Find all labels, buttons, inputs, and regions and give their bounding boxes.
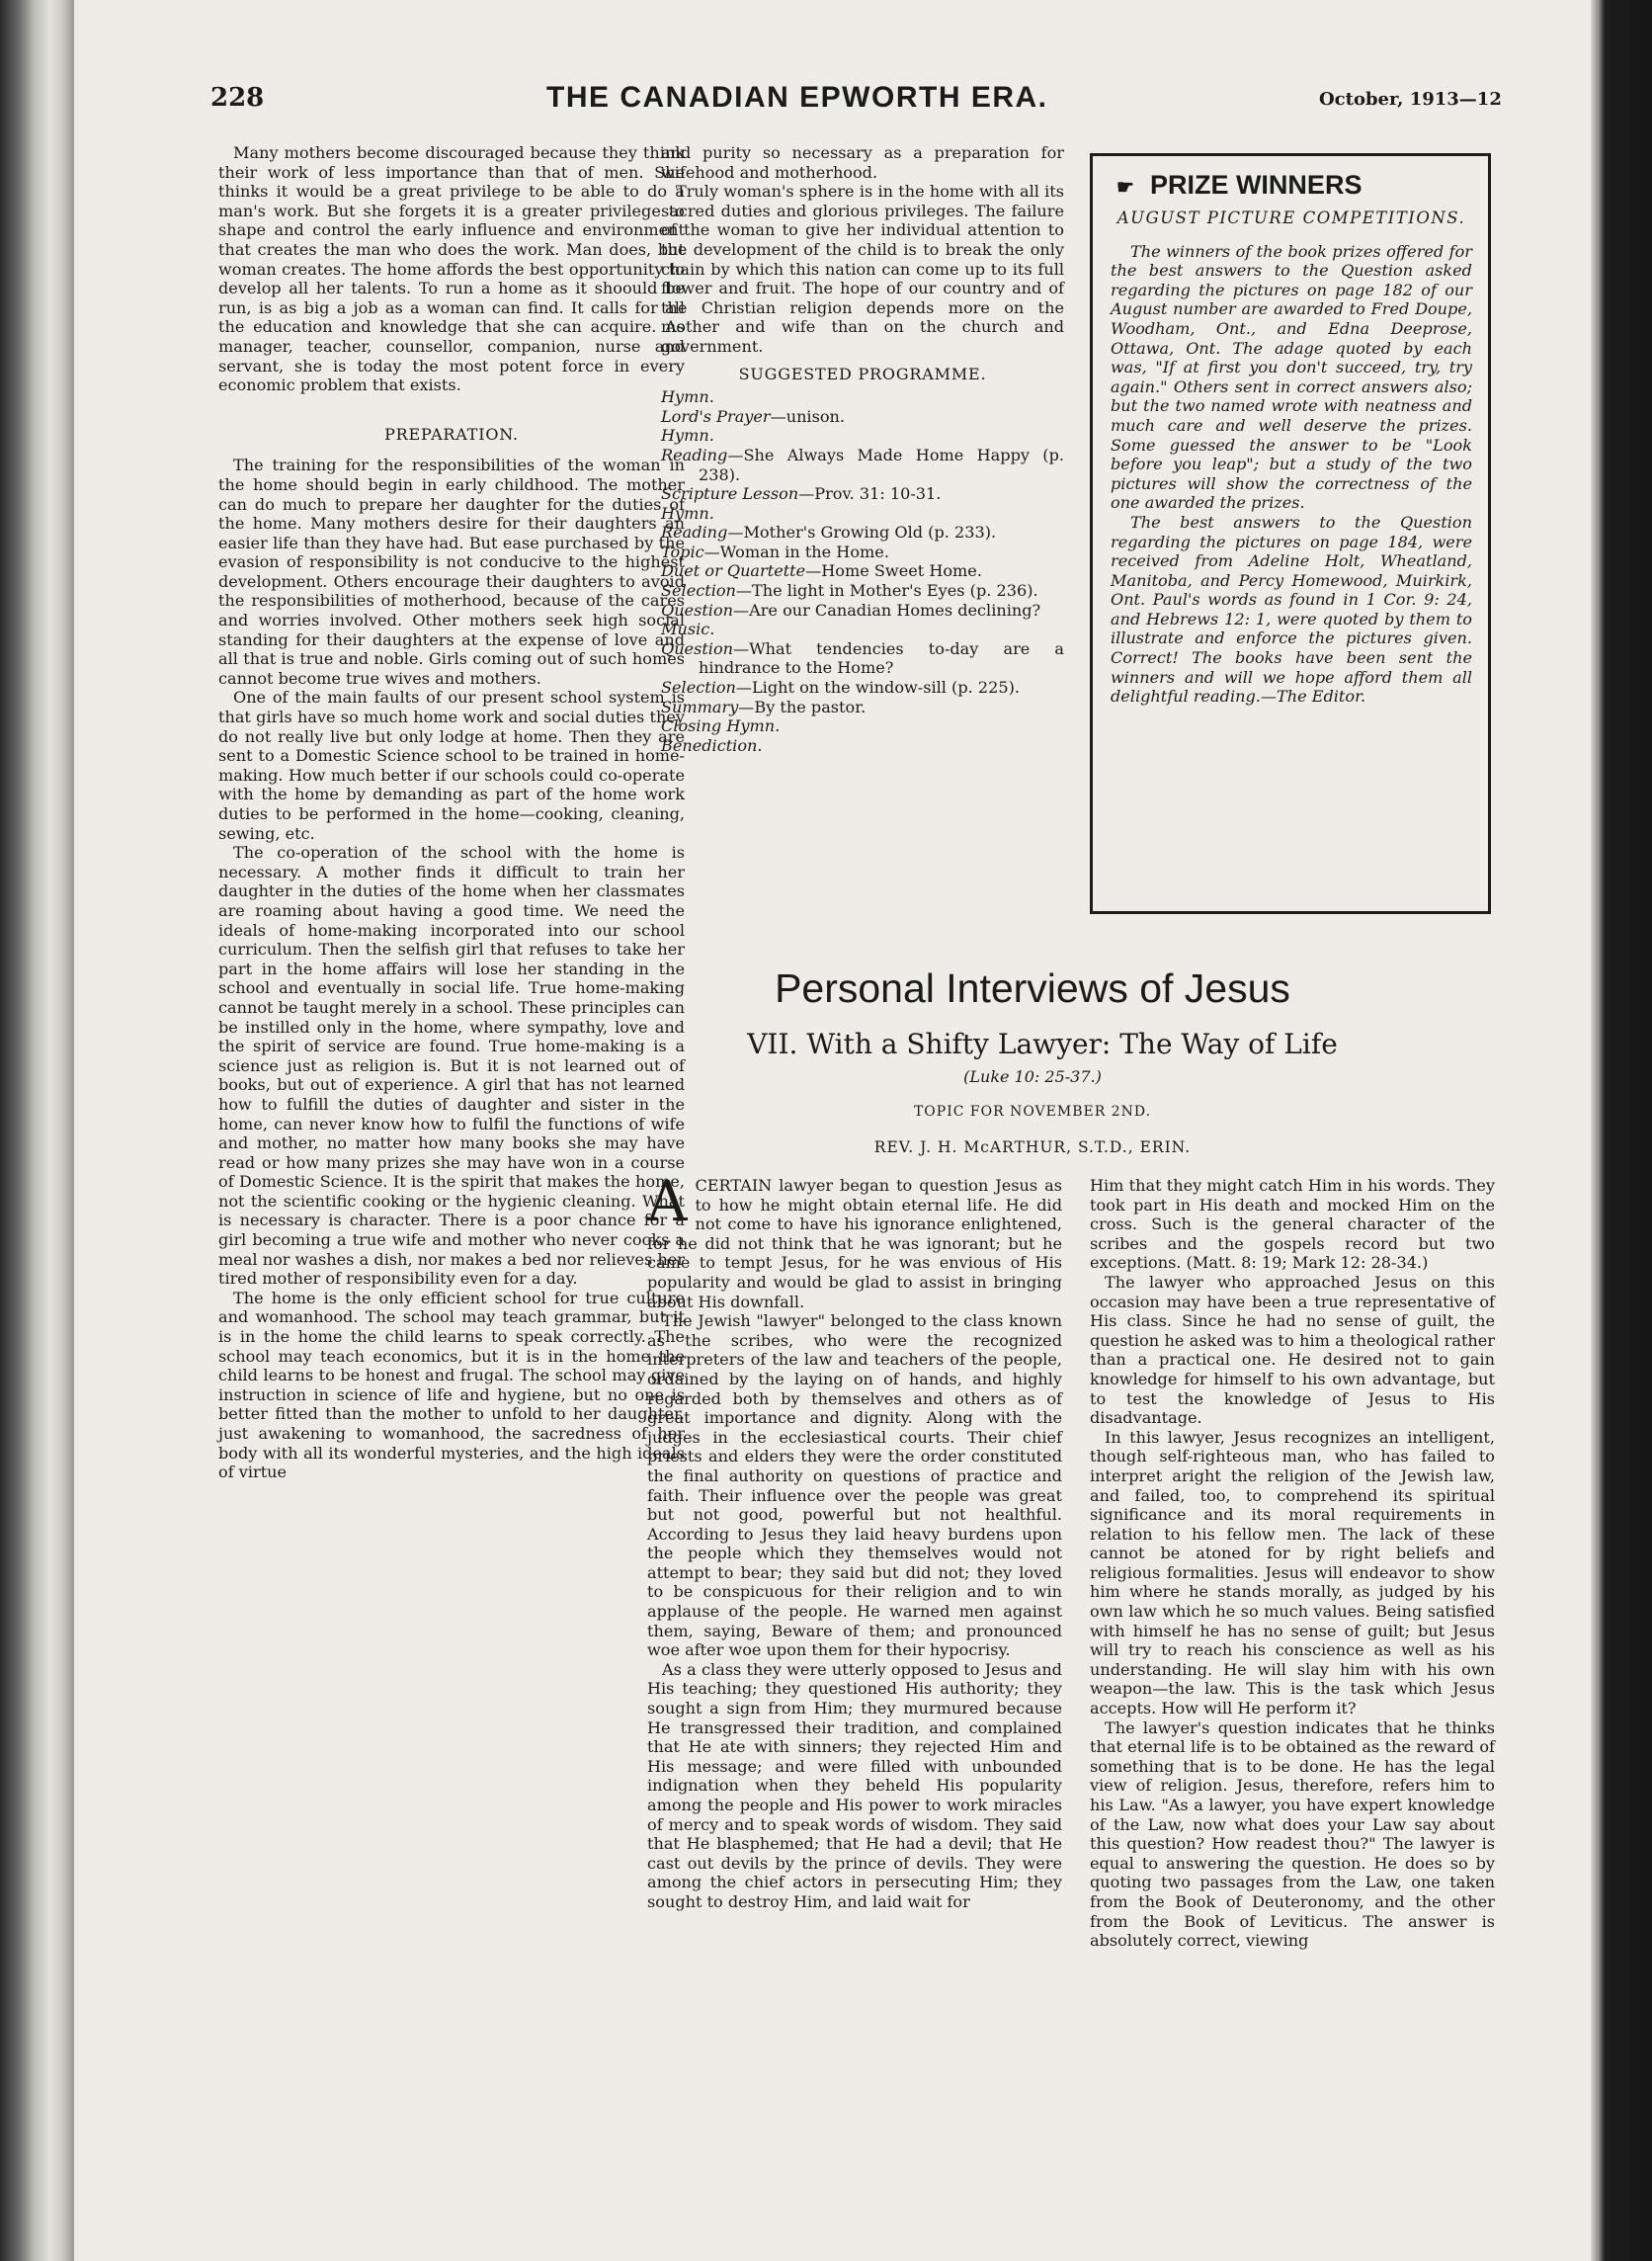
list-item: Reading—Mother's Growing Old (p. 233). (661, 523, 997, 543)
magazine-title: THE CANADIAN EPWORTH ERA. (546, 81, 1048, 114)
paragraph: The Jewish "lawyer" belonged to the class known as the scribes, who were the recognized interpreters of the law and teachers of the people, ordained by the laying on of hands, and highly regarded both by themselves and others as of great importance and dignity. Along with the judges in the ecclesiastical courts. Their chief priests and elders they were the order constituted the final authority on questions of practice and faith. Their influence over the people was great but not good, powerful but not healthful. According to Jesus they laid heavy burdens upon the people which they themselves would not attempt to bear; they said but did not; they loved to be conspicuous for their religion and to win applause of the people. He warned men against them, saying, Beware of them; and pronounced woe after woe upon them for their hypocrisy. (647, 1311, 1062, 1660)
list-item: Hymn. (661, 387, 714, 407)
list-item: Music. (661, 620, 715, 639)
article-topic: TOPIC FOR NOVEMBER 2ND. (913, 1104, 1152, 1120)
prize-winners-subtitle: AUGUST PICTURE COMPETITIONS. (1116, 208, 1466, 227)
article-title: Personal Interviews of Jesus (775, 965, 1290, 1011)
issue-date: October, 1913—12 (1319, 89, 1502, 110)
article-author: REV. J. H. McARTHUR, S.T.D., ERIN. (873, 1138, 1192, 1156)
page-number: 228 (210, 83, 265, 113)
list-item: Topic—Woman in the Home. (661, 542, 889, 561)
prize-winners-title: ☛ PRIZE WINNERS (1116, 170, 1363, 200)
paragraph: The lawyer who approached Jesus on this occasion may have been a true representative of His class. Since he had no sense of guilt, the question he asked was to him a theological rather than a practical one. He desired not to gain knowledge for himself to his own advantage, but to test the knowledge of Jesus to His disadvantage. (1090, 1272, 1495, 1428)
paragraph: The training for the responsibilities of the woman in the home should begin in early childhood. The mother can do much to prepare her daughter for the duties of the home. Many mothers desire for their daughters an easier life than they have had. But ease purchased by the evasion of responsibility is not conducive to the highest development. Others encourage their daughters to avoid the responsibilities of motherhood, because of the cares and worries involved. Other mothers seek high social standing for their daughters at the expense of love and all that is true and noble. Girls coming out of such homes cannot become true wives and mothers. (218, 456, 685, 688)
list-item: Benediction. (661, 735, 763, 755)
paragraph: One of the main faults of our present school system is that girls have so much home work and social duties they do not really live but only lodge at home. Then they are sent to a Domestic Science school to be trained in home-making. How much better if our schools could co-operate with the home by demanding as part of the home work duties to be performed in the home—cooking, cleaning, sewing, etc. (218, 688, 685, 843)
paragraph: and purity so necessary as a preparation for wifehood and motherhood. (661, 143, 1064, 182)
article-column-left (647, 1170, 1062, 1912)
paragraph: Many mothers become discouraged because they think their work of less importance than that of men. She thinks it would be a great privilege to be able to do a man's work. But she forgets it is a greater privilege to shape and control the early influence and environment that creates the man who does the work. Man does, but woman creates. The home affords the best opportunity to develop all her talents. To run a home as it shoould be run, is as big a job as a woman can find. It calls for all the education and knowledge that she can acquire. As manager, teacher, counsellor, companion, nurse and servant, she is today the most potent force in every economic problem that exists. (218, 143, 685, 395)
list-item: Question—Are our Canadian Homes declining? (661, 600, 1041, 620)
paragraph: ACERTAIN lawyer began to question Jesus as to how he might obtain eternal life. He did not come to have his ignorance enlightened, for he did not think that he was ignorant; but he came to tempt Jesus, for he was envious of His popularity and would be glad to assist in bringing about His downfall. (647, 1170, 1062, 1311)
paragraph: The winners of the book prizes offered for the best answers to the Question asked regarding the pictures on page 182 of our August number are awarded to Fred Doupe, Woodham, Ont., and Edna Deeprose, Ottawa, Ont. The adage quoted by each was, "If at first you don't succeed, try, try again." Others sent in correct answers also; but the two named wrote with neatness and much care and well deserve the prizes. Some guessed the answer to be "Look before you leap"; but a study of the two pictures will show the correctness of the one awarded the prizes. (1111, 241, 1472, 513)
list-item: Scripture Lesson—Prov. 31: 10-31. (661, 484, 942, 504)
pointing-hand-icon: ☛ (1116, 177, 1134, 199)
paragraph: As a class they were utterly opposed to Jesus and His teaching; they questioned His authority; they sought a sign from Him; they murmured because He transgressed their tradition, and complained that He ate with sinners; they rejected Him and His message; and were filled with unbounded indignation when they beheld His popularity among the people and His power to work miracles of mercy and to speak words of wisdom. They said that He blasphemed; that He had a devil; that He cast out devils by the prince of devils. They were among the chief actors in persecuting Him; they sought to destroy Him, and laid wait for (647, 1659, 1062, 1911)
list-item: Selection—The light in Mother's Eyes (p. 236). (661, 581, 1038, 601)
list-item: Summary—By the pastor. (661, 697, 867, 716)
article-subtitle: VII. With a Shifty Lawyer: The Way of Life (747, 1028, 1338, 1060)
list-item: Question—What tendencies to-day are a hindrance to the Home? (661, 638, 1064, 678)
drop-cap: A (647, 1170, 688, 1234)
magazine-page (74, 0, 1591, 2261)
prize-winners-box (1090, 153, 1491, 914)
paragraph: The lawyer's question indicates that he thinks that eternal life is to be obtained as the reward of something that is to be done. He has the legal view of religion. Jesus, therefore, refers him to his Law. "As a lawyer, you have expert knowledge of the Law, now what does your Law say about this question? How readest thou?" The lawyer is equal to answering the question. He does so by quoting two passages from the Law, one taken from the Book of Deuteronomy, and the other from the Book of Leviticus. The answer is absolutely correct, viewing (1090, 1717, 1495, 1951)
paragraph: The best answers to the Question regarding the pictures on page 184, were received from Adeline Holt, Wheatland, Manitoba, and Percy Homewood, Muirkirk, Ont. Paul's words as found in 1 Cor. 9: 24, and Hebrews 12: 1, were quoted by them to illustrate and enforce the pictures given. Correct! The books have been sent the winners and will we hope afford them all delightful reading.—The Editor. (1111, 512, 1472, 707)
book-binding-right (1591, 0, 1652, 2261)
article-column-right (1090, 1176, 1495, 1951)
list-item: Reading—She Always Made Home Happy (p. 238). (661, 445, 1064, 484)
paragraph: Truly woman's sphere is in the home with all its sacred duties and glorious privileges. The failure of the woman to give her individual attention to the development of the child is to break the only chain by which this nation can come up to its full flower and fruit. The hope of our country and of the Christian religion depends more on the mother and wife than on the church and government. (661, 182, 1064, 356)
list-item: Selection—Light on the window-sill (p. 225). (661, 678, 1020, 698)
paragraph: In this lawyer, Jesus recognizes an intelligent, though self-righteous man, who has failed to interpret aright the religion of the Jewish law, and failed, too, to comprehend its spiritual significance and its moral requirements in relation to his fellow men. The lack of these cannot be atoned for by right beliefs and religious formalities. Jesus will endeavor to show him where he stands morally, as judged by his own law which he so much values. Being satisfied with himself he has no sense of guilt; but Jesus will try to reach his conscience as well as his understanding. He will slay him with his own weapon—the law. This is the task which Jesus accepts. How will He perform it? (1090, 1427, 1495, 1718)
book-binding-left (0, 0, 74, 2261)
programme-list (661, 387, 1064, 755)
paragraph: The home is the only efficient school for true culture and womanhood. The school may teach grammar, but it is in the home the child learns to speak correctly. The school may teach economics, but it is in the home the child learns to be honest and frugal. The school may give instruction in science of life and hygiene, but no one is better fitted than the mother to unfold to her daughter, just awakening to womanhood, the sacredness of her body with all its wonderful mysteries, and the high ideals of virtue (218, 1288, 685, 1482)
list-item: Hymn. (661, 503, 714, 523)
list-item: Closing Hymn. (661, 716, 781, 736)
list-item: Lord's Prayer—unison. (661, 406, 846, 426)
paragraph: Him that they might catch Him in his words. They took part in His death and mocked Him on the cross. Such is the general character of the scribes and the gospels record but two exceptions. (Matt. 8: 19; Mark 12: 28-34.) (1090, 1176, 1495, 1273)
paragraph: The co-operation of the school with the home is necessary. A mother finds it difficult to train her daughter in the duties of the home when her classmates are roaming about having a good time. We need the ideals of home-making incorporated into our school curriculum. Then the selfish girl that refuses to take her part in the home affairs will lose her standing in the school and eventually in social life. True home-making cannot be taught merely in a school. These principles can be instilled only in the home, where sympathy, love and the spirit of service are found. True home-making is a science just as religion is. But it is not learned out of books, but out of experience. A girl that has not learned how to fulfill the duties of daughter and sister in the home, can never know how to fulfil the functions of wife and mother, no matter how many books she may have read or how many prizes she may have won in a course of Domestic Science. It is the spirit that makes the home, not the scientific cooking or the hygienic cleaning. What is necessary is character. There is a poor chance for a girl becoming a true wife and mother who never cooks a meal nor washes a dish, nor makes a bed nor relieves her tired mother of responsibility even for a day. (218, 843, 685, 1289)
programme-heading: SUGGESTED PROGRAMME. (738, 364, 987, 383)
column-middle (661, 143, 1064, 755)
list-item: Hymn. (661, 426, 714, 446)
scripture-reference: (Luke 10: 25-37.) (963, 1067, 1102, 1086)
list-item: Duet or Quartette—Home Sweet Home. (661, 561, 982, 581)
section-heading-preparation: PREPARATION. (384, 424, 519, 444)
